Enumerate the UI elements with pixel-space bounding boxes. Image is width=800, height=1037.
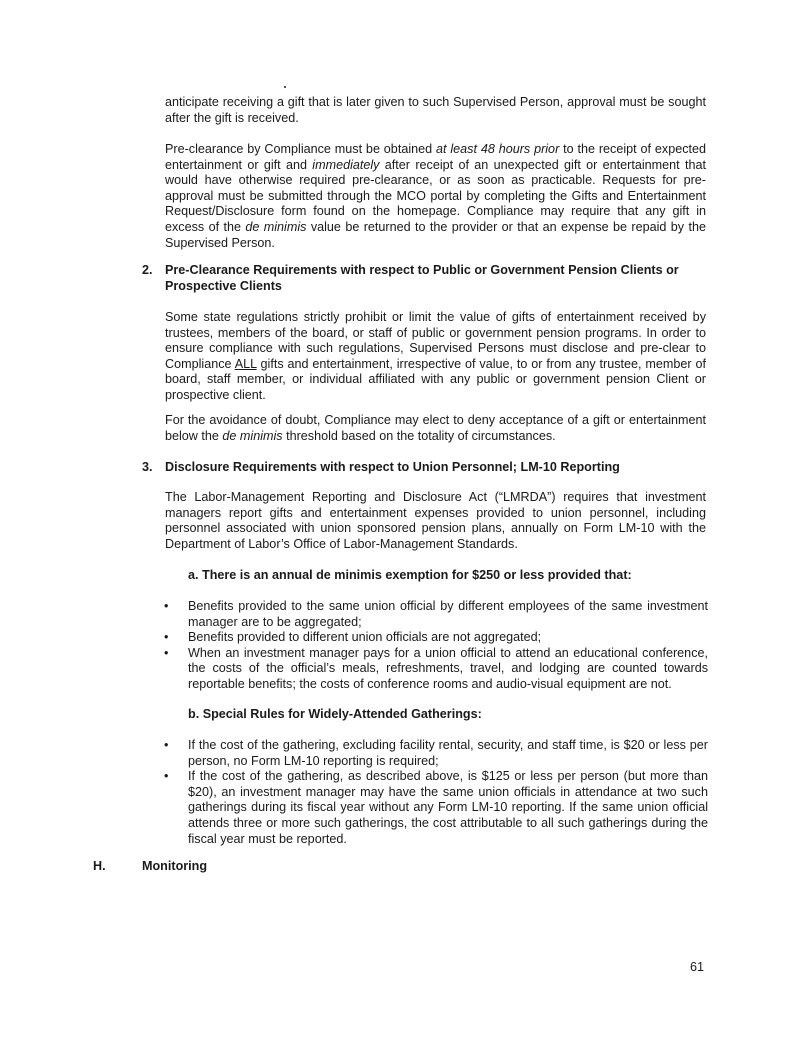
bullet-icon: •: [164, 738, 169, 752]
section-2-p1-underline: ALL: [234, 356, 257, 371]
bullet-icon: •: [164, 645, 169, 660]
list-item: [142, 646, 708, 693]
subheading-b: b. Special Rules for Widely-Attended Gatherings:: [188, 707, 482, 721]
subheading-a: a. There is an annual de minimis exemption for $250 or less provided that:: [188, 568, 632, 582]
section-2-number: 2.: [142, 263, 153, 277]
list-item: [142, 738, 708, 769]
list-item: [142, 769, 708, 847]
section-2-p2-emphasis: de minimis: [222, 428, 283, 443]
preclear-text-4: value be returned to the provider or that an expense be repaid by the Supervised Person.: [165, 219, 706, 250]
list-item-text: Benefits provided to different union officials are not aggregated;: [188, 630, 542, 645]
section-2-p2-text-a: For the avoidance of doubt, Compliance may elect to deny acceptance of a gift or entertainment below the: [165, 413, 706, 443]
section-2-paragraph-2: [165, 413, 706, 444]
section-3-title: Disclosure Requirements with respect to Union Personnel; LM-10 Reporting: [165, 460, 620, 474]
scan-mark: [284, 86, 286, 88]
list-item-text: When an investment manager pays for a union official to attend an educational conference, the costs of the official’s meals, refreshments, travel, and lodging are counted towards reportable benefits; the costs of conference rooms and audio-visual equipment are not.: [188, 645, 708, 691]
section-2-paragraph-1: [165, 310, 706, 404]
list-item-text: Benefits provided to the same union official by different employees of the same investment manager are to be aggregated;: [188, 599, 708, 629]
section-2-p1-text-a: Some state regulations strictly prohibit or limit the value of gifts of entertainment received by trustees, members of the board, or staff of public or government pension programs. In order to ensure compliance with such regulations, Supervised Persons must disclose and pre-clear to Compliance: [165, 310, 706, 371]
preclear-text-3: after receipt of an unexpected gift or entertainment that would have otherwise required pre-clearance, or as soon as practicable. Requests for pre-approval must be submitted through the MCO portal by completing the Gifts and Entertainment Request/Disclosure form found on the homepage. Compliance may require that any gift in excess of the: [165, 157, 706, 234]
section-2-p2-text-b: threshold based on the totality of circumstances.: [282, 428, 556, 443]
bullet-icon: •: [164, 769, 169, 784]
list-item-text: If the cost of the gathering, as described above, is $125 or less per person (but more than $20), an investment manager may have the same union officials in attendance at two such gatherings during its fiscal year without any Form LM-10 reporting. If the same union official attends three or more such gatherings, the cost attributable to all such gatherings during the fiscal year must be reported.: [188, 769, 708, 846]
section-3-paragraph: The Labor-Management Reporting and Disclosure Act (“LMRDA”) requires that investment managers report gifts and entertainment expenses provided to union personnel, including personnel associated with union sponsored pension plans, annually on Form LM-10 with the Department of Labor’s Office of Labor-Management Standards.: [165, 490, 706, 551]
intro-text: anticipate receiving a gift that is later given to such Supervised Person, approval must be sought after the gift is received.: [165, 95, 706, 125]
section-2-p1-text-b: gifts and entertainment, irrespective of value, to or from any trustee, member of board, staff member, or individual affiliated with any public or government pension Client or prospective client.: [165, 356, 706, 402]
bullet-list-b: [142, 738, 708, 847]
bullet-list-a: [142, 599, 708, 693]
section-3-number: 3.: [142, 460, 153, 474]
preclear-emphasis-3: de minimis: [245, 219, 307, 234]
bullet-icon: •: [164, 630, 169, 645]
preclear-text-1: Pre-clearance by Compliance must be obtained: [165, 142, 436, 156]
list-item: [142, 630, 708, 646]
section-2-title: Pre-Clearance Requirements with respect to Public or Government Pension Clients or Prospective Clients: [165, 263, 679, 293]
intro-paragraph: [165, 95, 706, 126]
page-number: 61: [690, 960, 705, 974]
section-h-letter: H.: [93, 859, 106, 873]
preclearance-paragraph: [165, 142, 706, 251]
preclear-text-2: to the receipt of expected entertainment or gift and: [165, 142, 707, 172]
list-item: [142, 599, 708, 630]
preclear-emphasis-1: at least 48 hours prior: [436, 142, 560, 156]
list-item-text: If the cost of the gathering, excluding facility rental, security, and staff time, is $20 or less per person, no Form LM-10 reporting is required;: [188, 738, 708, 768]
section-h-title: Monitoring: [142, 859, 208, 873]
preclear-emphasis-2: immediately: [312, 157, 380, 172]
bullet-icon: •: [164, 599, 169, 613]
